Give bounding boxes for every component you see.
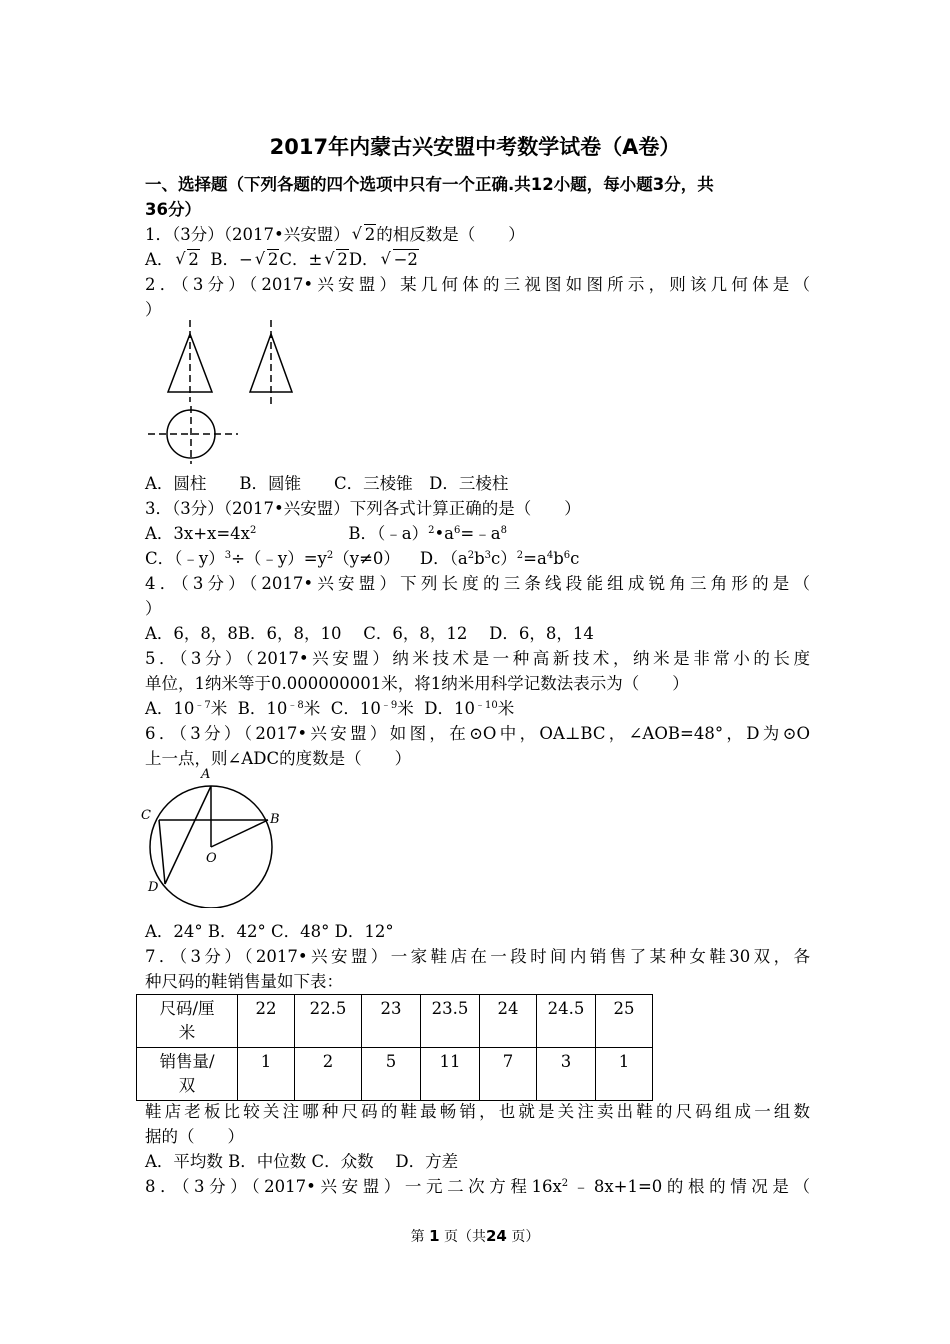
question-3-stem: 3．（3分）（2017•兴安盟）下列各式计算正确的是（ ） [145, 499, 581, 518]
table-cell: 3 [537, 1048, 596, 1101]
svg-text:C: C [141, 808, 151, 823]
question-2-stem: 2．（3分）（2017•兴安盟）某几何体的三视图如图所示，则该几何体是（ [145, 275, 810, 294]
table-cell: 1 [238, 1048, 295, 1101]
table-cell: 23.5 [421, 995, 480, 1048]
table-cell: 7 [480, 1048, 537, 1101]
page-footer: 第 1 页（共24 页） [410, 1227, 540, 1245]
table-cell: 2 [295, 1048, 362, 1101]
svg-text:B: B [270, 812, 280, 827]
table-cell: 23 [362, 995, 421, 1048]
three-view-figure [140, 318, 310, 466]
page-title: 2017年内蒙古兴安盟中考数学试卷（A卷） [269, 135, 681, 159]
sqrt-symbol: √ 2 [175, 247, 200, 272]
question-6-stem-cont: 上一点，则∠ADC的度数是（ ） [145, 749, 412, 768]
table-cell: 1 [596, 1048, 653, 1101]
question-6-options: A．24° B．42° C．48° D．12° [145, 922, 394, 941]
question-2-stem-cont: ） [145, 300, 162, 319]
question-1-options: A．√ 2 B．−√ 2C．±√ 2D．√ −2 [145, 247, 810, 272]
question-6-stem: 6．（3分）（2017•兴安盟）如图，在⊙O中，OA⊥BC，∠AOB=48°，D为⊙O [145, 724, 810, 743]
table-row [137, 995, 653, 1048]
table-row [137, 1048, 653, 1101]
sqrt-symbol: √ 2 [352, 222, 377, 247]
question-8-stem: 8．（3分）（2017•兴安盟）一元二次方程$16x^2﹣8x+1=0$的根的情况是（ [145, 1177, 810, 1196]
table-cell: 尺码/厘 米 [137, 995, 238, 1048]
table-cell: 11 [421, 1048, 480, 1101]
table-cell: 22.5 [295, 995, 362, 1048]
svg-text:A: A [201, 767, 211, 782]
shoe-size-table [136, 994, 653, 1101]
table-cell: 销售量/ 双 [137, 1048, 238, 1101]
question-7-after: 鞋店老板比较关注哪种尺码的鞋最畅销，也就是关注卖出鞋的尺码组成一组数 [145, 1102, 810, 1121]
sqrt-symbol: √ 2 [324, 247, 349, 272]
table-cell: 25 [596, 995, 653, 1048]
question-2-options: A．圆柱 B．圆锥 C．三棱锥 D．三棱柱 [145, 474, 509, 493]
question-5-options: A．$10^{﹣7}$米 B．$10^{﹣8}$米 C．$10^{﹣9}$米 D．$10^{﹣10}$米 [145, 699, 515, 718]
question-3-options-cd: C．$(﹣y)^3\div(﹣y)=y^2(y\ne 0)$ D．$(a^2b^3c)^2=a^4b^6c$ [145, 549, 580, 568]
question-3-options-ab: A．$3x+x=4x^2$ B．$(﹣a)^2•a^6=﹣a^8$ [145, 524, 507, 543]
svg-text:O: O [206, 851, 217, 866]
question-7-after-cont: 据的（ ） [145, 1127, 244, 1146]
section-heading: 一、选择题（下列各题的四个选项中只有一个正确.共12小题，每小题3分，共 [145, 175, 714, 194]
question-7-stem-cont: 种尺码的鞋销售量如下表： [145, 972, 343, 991]
table-cell: 24.5 [537, 995, 596, 1048]
question-7-stem: 7．（3分）（2017•兴安盟）一家鞋店在一段时间内销售了某种女鞋30双，各 [145, 947, 810, 966]
question-5-stem-cont: 单位，1纳米等于0.000000001米，将1纳米用科学记数法表示为（ ） [145, 674, 689, 693]
circle-figure [138, 764, 288, 908]
section-heading-cont: 36分） [145, 200, 201, 219]
sqrt-symbol: √ 2 [255, 247, 280, 272]
table-cell: 24 [480, 995, 537, 1048]
table-cell: 22 [238, 995, 295, 1048]
question-7-options: A．平均数 B．中位数 C．众数 D．方差 [145, 1152, 459, 1171]
question-4-stem-cont: ） [145, 599, 162, 618]
sqrt-symbol: √ −2 [381, 247, 419, 272]
svg-text:D: D [148, 880, 159, 895]
table-cell: 5 [362, 1048, 421, 1101]
question-4-options: A．6，8，8B．6，8，10 C．6，8，12 D．6，8，14 [145, 624, 594, 643]
question-4-stem: 4．（3分）（2017•兴安盟）下列长度的三条线段能组成锐角三角形的是（ [145, 574, 810, 593]
question-1-stem: 1．（3分）（2017•兴安盟）√ 2的相反数是（ ） [145, 222, 810, 247]
question-5-stem: 5．（3分）（2017•兴安盟）纳米技术是一种高新技术，纳米是非常小的长度 [145, 649, 810, 668]
